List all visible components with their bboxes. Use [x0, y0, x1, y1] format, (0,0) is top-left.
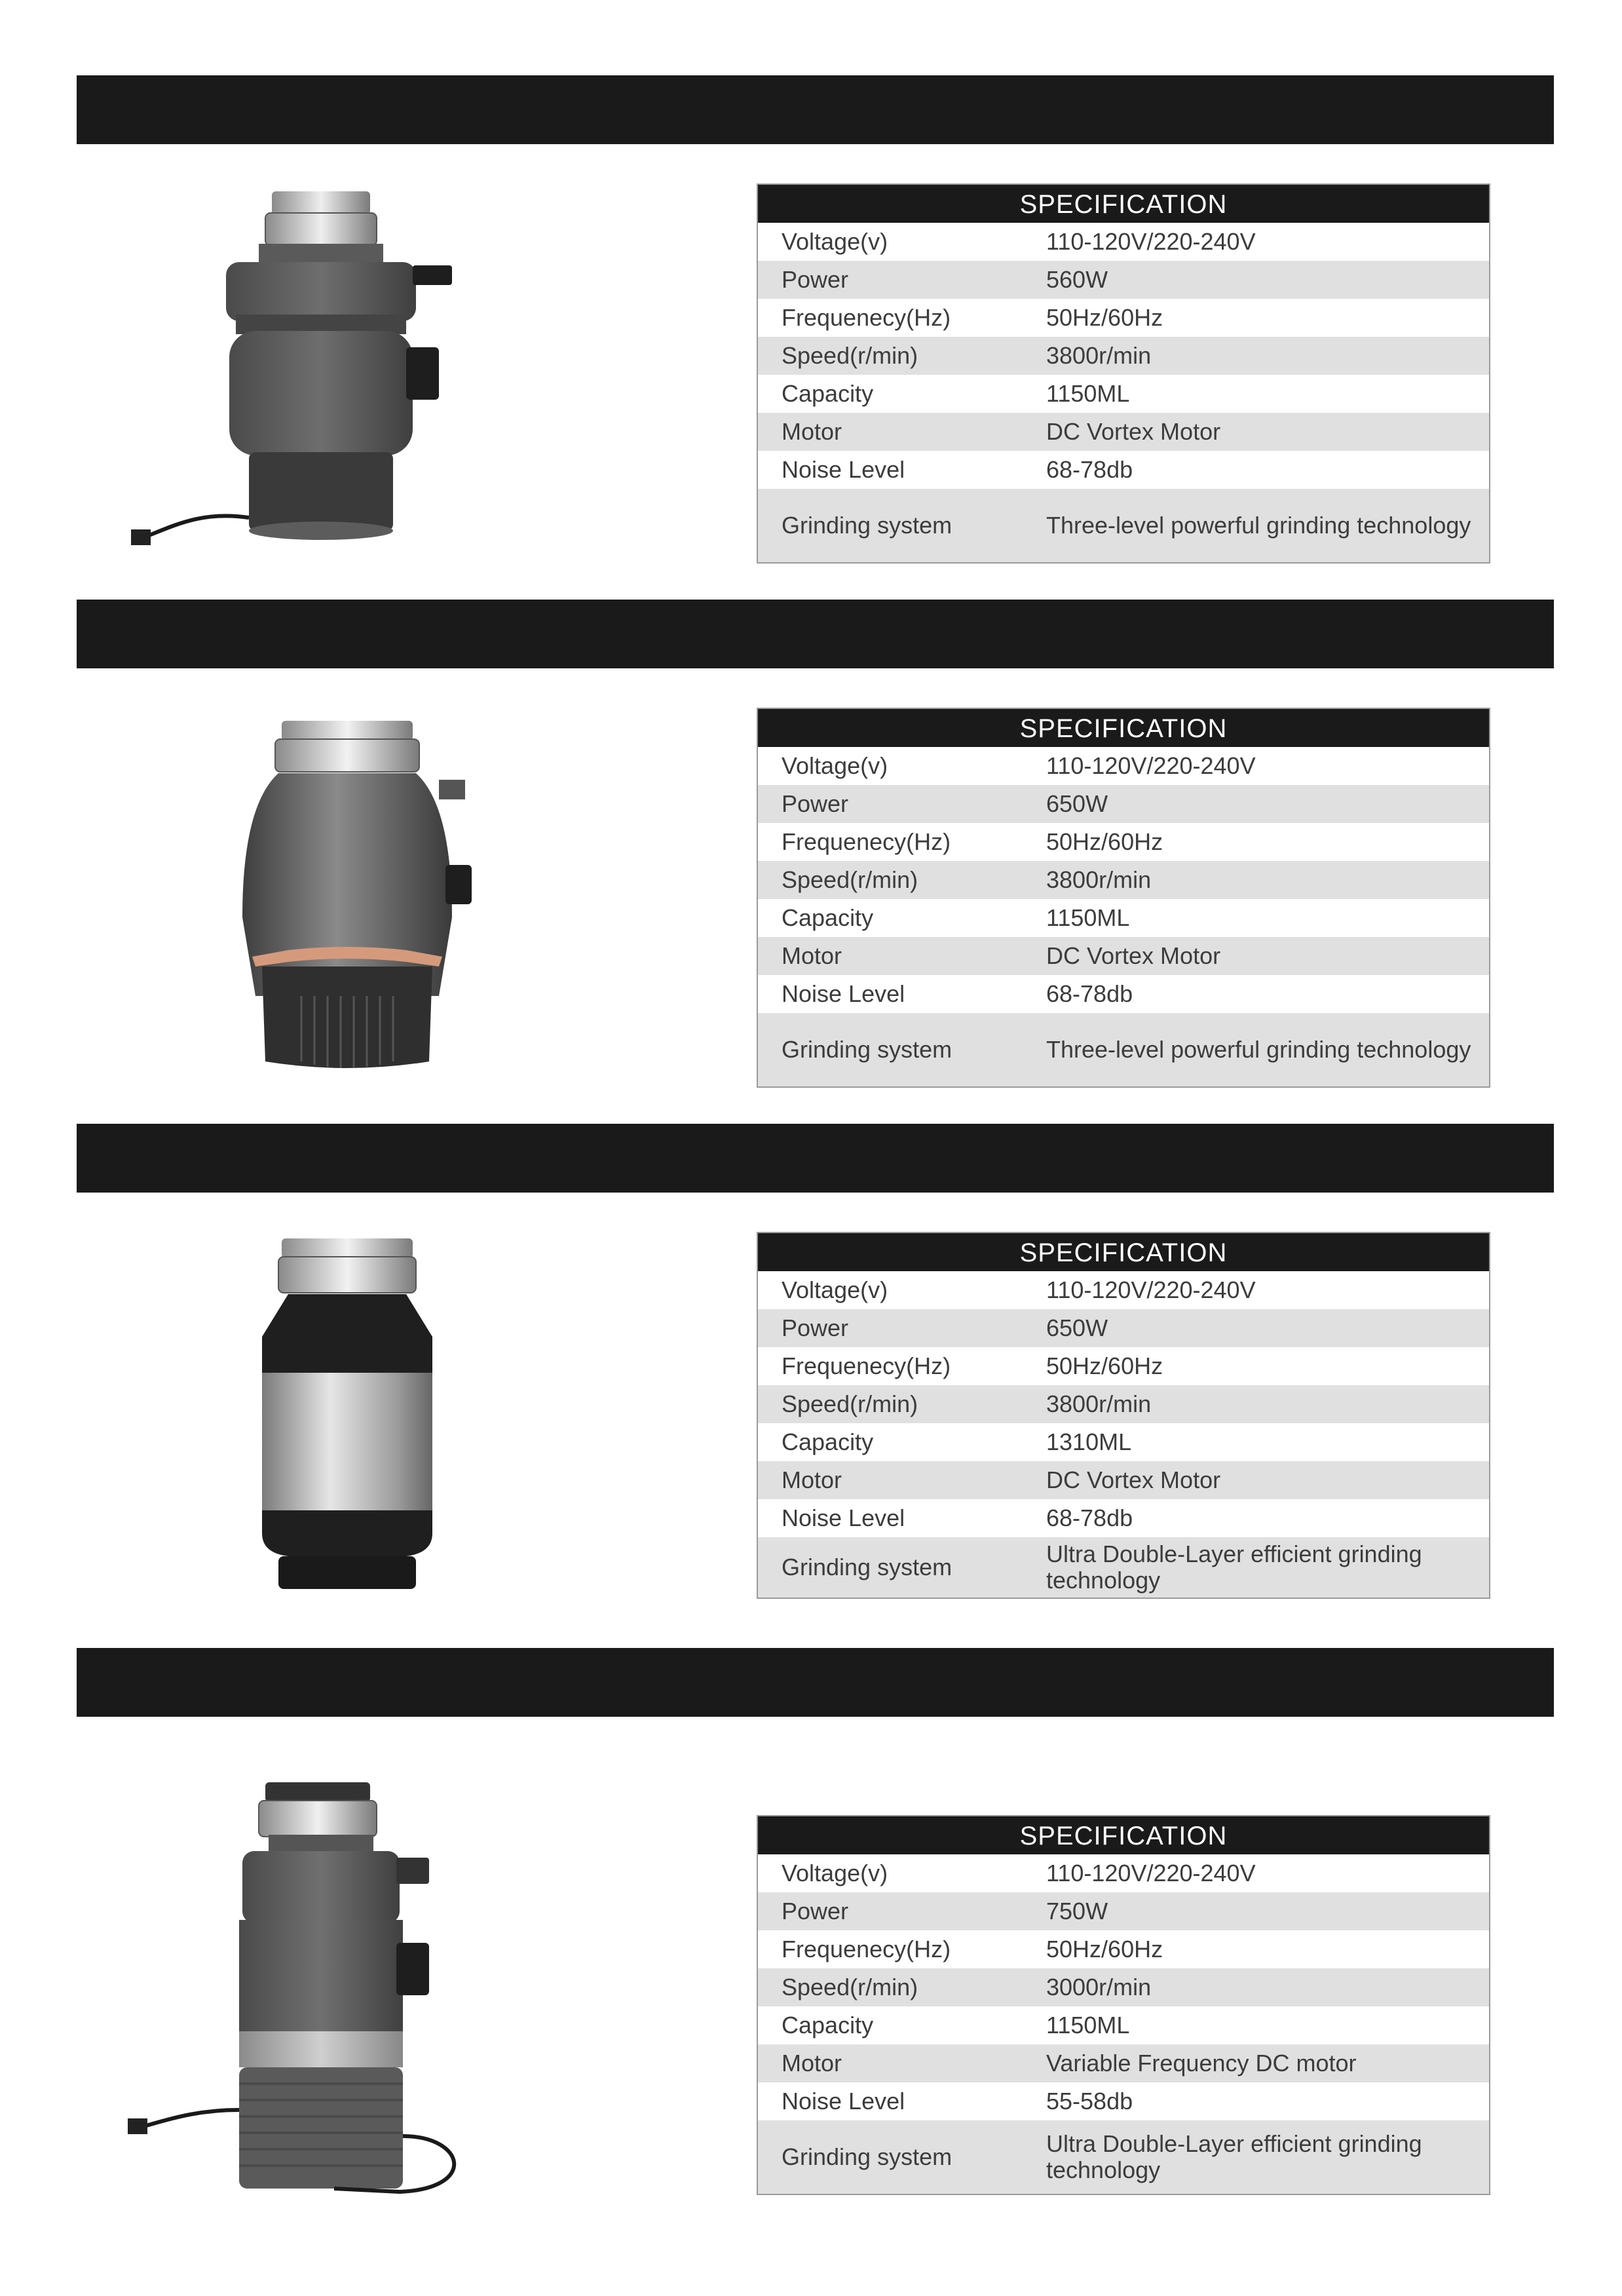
spec-row: [758, 2006, 1489, 2044]
spec-value: 650W: [1046, 790, 1108, 817]
spec-value: Three-level powerful grinding technology: [1046, 1036, 1471, 1063]
spec-row: [758, 299, 1489, 337]
product-image-disposer-4: [124, 1769, 504, 2202]
spec-value: 50Hz/60Hz: [1046, 1936, 1163, 1962]
spec-value: 1150ML: [1046, 904, 1130, 931]
spec-label: Grinding system: [782, 1036, 952, 1063]
spec-label: Noise Level: [782, 456, 905, 483]
spec-label: Speed(r/min): [782, 866, 918, 893]
spec-row: [758, 2082, 1489, 2120]
spec-value: 650W: [1046, 1314, 1108, 1341]
spec-label: Noise Level: [782, 980, 905, 1007]
spec-row: [758, 451, 1489, 489]
spec-value: Variable Frequency DC motor: [1046, 2050, 1357, 2076]
spec-label: Grinding system: [782, 1554, 952, 1580]
spec-row: [758, 747, 1489, 785]
spec-value: 110-120V/220-240V: [1046, 1860, 1256, 1886]
spec-row: [758, 1309, 1489, 1347]
spec-value: DC Vortex Motor: [1046, 942, 1221, 969]
spec-row: [758, 413, 1489, 451]
spec-row: [758, 861, 1489, 899]
spec-table-3: [757, 1232, 1490, 1599]
spec-value: 1310ML: [1046, 1428, 1132, 1455]
spec-row: [758, 1013, 1489, 1086]
spec-value: DC Vortex Motor: [1046, 418, 1221, 445]
spec-row: [758, 1347, 1489, 1385]
spec-title: SPECIFICATION: [758, 709, 1489, 747]
spec-value: 50Hz/60Hz: [1046, 304, 1163, 331]
spec-row: [758, 1423, 1489, 1461]
spec-row: [758, 785, 1489, 823]
spec-row: [758, 1930, 1489, 1968]
product-image-disposer-3: [242, 1225, 465, 1605]
section-header-bar-1: [77, 75, 1554, 144]
spec-value: 1150ML: [1046, 380, 1130, 407]
spec-value: 3800r/min: [1046, 866, 1152, 893]
spec-table-1: [757, 183, 1490, 564]
spec-label: Speed(r/min): [782, 1390, 918, 1417]
spec-row: [758, 899, 1489, 937]
spec-label: Voltage(v): [782, 1276, 888, 1303]
spec-row: [758, 823, 1489, 861]
spec-row: [758, 1499, 1489, 1537]
spec-label: Grinding system: [782, 512, 952, 539]
spec-value: 110-120V/220-240V: [1046, 228, 1256, 255]
spec-label: Power: [782, 1314, 849, 1341]
spec-value: 560W: [1046, 266, 1108, 293]
spec-label: Frequenecy(Hz): [782, 1352, 951, 1379]
spec-value: 68-78db: [1046, 456, 1133, 483]
spec-row: [758, 1968, 1489, 2006]
spec-value: Three-level powerful grinding technology: [1046, 512, 1471, 539]
spec-label: Capacity: [782, 1428, 874, 1455]
spec-value: 68-78db: [1046, 1504, 1133, 1531]
spec-label: Motor: [782, 1466, 842, 1493]
spec-value: 3000r/min: [1046, 1974, 1152, 2000]
spec-value: 1150ML: [1046, 2012, 1130, 2038]
spec-label: Motor: [782, 2050, 842, 2076]
section-header-bar-4: [77, 1648, 1554, 1717]
spec-value: 110-120V/220-240V: [1046, 1276, 1256, 1303]
spec-value: 50Hz/60Hz: [1046, 828, 1163, 855]
spec-row: [758, 261, 1489, 299]
spec-label: Speed(r/min): [782, 1974, 918, 2000]
spec-label: Capacity: [782, 380, 874, 407]
spec-label: Noise Level: [782, 1504, 905, 1531]
spec-label: Capacity: [782, 2012, 874, 2038]
spec-title: SPECIFICATION: [758, 1233, 1489, 1271]
spec-value: 68-78db: [1046, 980, 1133, 1007]
spec-row: [758, 1854, 1489, 1892]
spec-row: [758, 1537, 1489, 1598]
spec-value: Ultra Double-Layer efficient grinding technology: [1046, 2130, 1422, 2183]
spec-value: 750W: [1046, 1898, 1108, 1924]
spec-row: [758, 375, 1489, 413]
spec-row: [758, 1271, 1489, 1309]
spec-label: Frequenecy(Hz): [782, 828, 951, 855]
spec-table-4: [757, 1815, 1490, 2195]
spec-label: Grinding system: [782, 2143, 952, 2170]
product-image-disposer-2: [216, 708, 504, 1088]
spec-value: 3800r/min: [1046, 1390, 1152, 1417]
product-image-disposer-1: [124, 183, 504, 564]
spec-label: Frequenecy(Hz): [782, 1936, 951, 1962]
spec-value: 110-120V/220-240V: [1046, 752, 1256, 779]
spec-label: Speed(r/min): [782, 342, 918, 369]
spec-row: [758, 1892, 1489, 1930]
spec-row: [758, 2120, 1489, 2194]
spec-label: Voltage(v): [782, 1860, 888, 1886]
spec-row: [758, 975, 1489, 1013]
spec-title: SPECIFICATION: [758, 185, 1489, 223]
spec-label: Motor: [782, 418, 842, 445]
spec-value: Ultra Double-Layer efficient grinding technology: [1046, 1540, 1422, 1594]
spec-label: Power: [782, 790, 849, 817]
spec-label: Noise Level: [782, 2088, 905, 2114]
spec-label: Voltage(v): [782, 752, 888, 779]
spec-row: [758, 2044, 1489, 2082]
spec-value: 3800r/min: [1046, 342, 1152, 369]
spec-row: [758, 1385, 1489, 1423]
spec-row: [758, 937, 1489, 975]
section-header-bar-3: [77, 1124, 1554, 1193]
spec-row: [758, 223, 1489, 261]
spec-value: 50Hz/60Hz: [1046, 1352, 1163, 1379]
spec-label: Frequenecy(Hz): [782, 304, 951, 331]
spec-label: Capacity: [782, 904, 874, 931]
spec-row: [758, 489, 1489, 562]
spec-table-2: [757, 708, 1490, 1088]
spec-row: [758, 337, 1489, 375]
spec-label: Power: [782, 1898, 849, 1924]
spec-row: [758, 1461, 1489, 1499]
spec-title: SPECIFICATION: [758, 1816, 1489, 1854]
spec-label: Voltage(v): [782, 228, 888, 255]
section-header-bar-2: [77, 600, 1554, 668]
spec-label: Power: [782, 266, 849, 293]
spec-value: DC Vortex Motor: [1046, 1466, 1221, 1493]
spec-value: 55-58db: [1046, 2088, 1133, 2114]
spec-label: Motor: [782, 942, 842, 969]
